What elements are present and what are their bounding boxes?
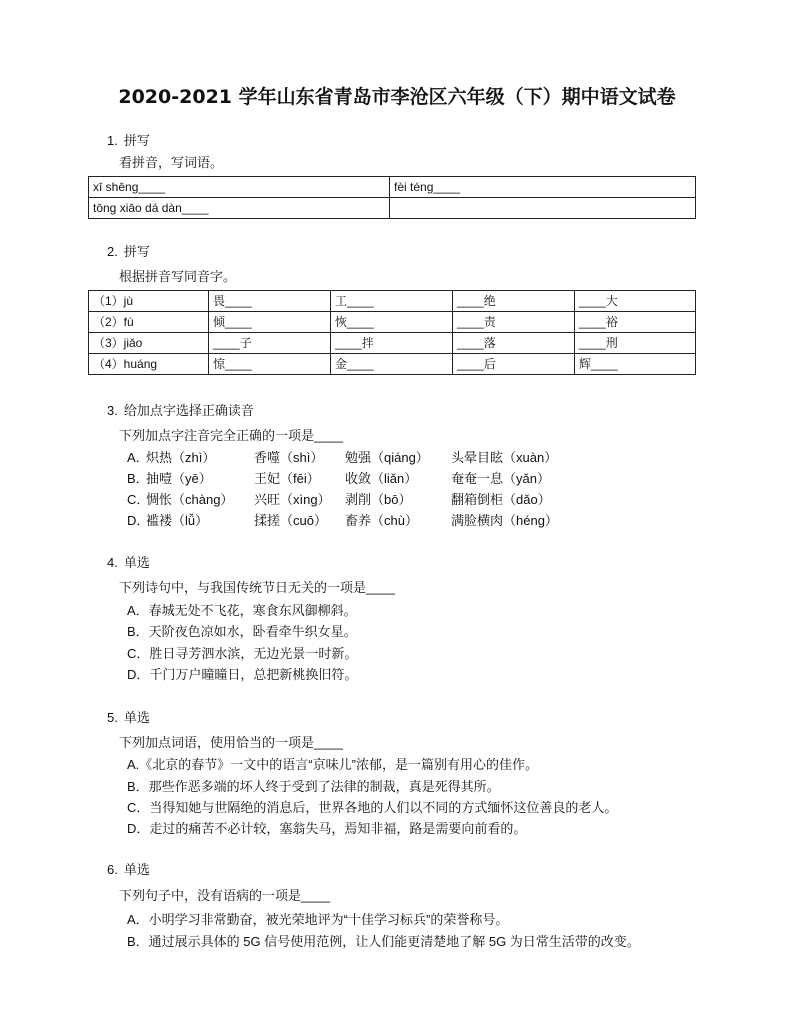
table-cell: ____拌 — [331, 333, 453, 354]
question-5-prompt: 下列加点词语，使用恰当的一项是____ — [119, 735, 343, 750]
question-6-prompt: 下列句子中，没有语病的一项是____ — [119, 888, 330, 903]
question-type: 单选 — [123, 555, 150, 570]
option-d: D．千门万户曈曈日，总把新桃换旧符。 — [127, 667, 358, 682]
option-item: 满脸横肉（héng） — [451, 513, 558, 528]
option-item: 勉强（qiáng） — [345, 450, 429, 465]
question-3-prompt: 下列加点字注音完全正确的一项是____ — [119, 428, 343, 443]
option-item: 惆怅（chàng） — [146, 492, 234, 507]
table-cell: ____裕 — [575, 312, 696, 333]
option-label: A． — [127, 450, 149, 465]
table-cell: xī shēng____ — [89, 177, 390, 198]
table-cell: 畏____ — [209, 291, 331, 312]
table-row — [89, 333, 696, 354]
table-cell: ____刑 — [575, 333, 696, 354]
option-item: 畜养（chù） — [345, 513, 418, 528]
table-row — [89, 354, 696, 375]
option-item: 炽热（zhì） — [146, 450, 216, 465]
option-a: A.《北京的春节》一文中的语言“京味儿”浓郁，是一篇别有用心的佳作。 — [127, 757, 538, 772]
table-row — [89, 291, 696, 312]
question-type: 拼写 — [123, 244, 150, 259]
option-label: D． — [127, 513, 150, 528]
option-d — [127, 512, 647, 530]
question-4-heading — [107, 554, 150, 572]
table-row — [89, 177, 696, 198]
question-number: 2. — [107, 244, 118, 259]
table-cell: ____责 — [453, 312, 575, 333]
option-d: D．走过的痛苦不必计较，塞翁失马，焉知非福，路是需要向前看的。 — [127, 821, 527, 836]
option-item: 香噬（shì） — [254, 450, 324, 465]
question-type: 给加点字选择正确读音 — [123, 403, 254, 418]
question-type: 拼写 — [123, 133, 150, 148]
option-item: 兴旺（xìng） — [254, 492, 331, 507]
table-cell: 工____ — [331, 291, 453, 312]
option-item: 抽噎（yē） — [146, 471, 212, 486]
table-cell: （1）jù — [89, 291, 209, 312]
option-item: 头晕目眩（xuàn） — [451, 450, 558, 465]
question-1-prompt: 看拼音，写词语。 — [119, 155, 224, 170]
question-2-heading — [107, 243, 150, 261]
question-2-prompt: 根据拼音写同音字。 — [119, 269, 237, 284]
question-6-heading — [107, 861, 150, 879]
table-cell: tōng xiāo dá dàn____ — [89, 198, 390, 219]
pinyin-words-table — [88, 176, 696, 219]
option-b — [127, 470, 647, 488]
question-number: 5. — [107, 710, 118, 725]
option-c: C．胜日寻芳泗水滨，无边光景一时新。 — [127, 646, 358, 661]
option-item: 收敛（liǎn） — [345, 471, 418, 486]
table-cell: 惊____ — [209, 354, 331, 375]
table-row — [89, 198, 696, 219]
question-type: 单选 — [123, 862, 150, 877]
table-cell — [390, 198, 696, 219]
option-a: A．春城无处不飞花，寒食东风御柳斜。 — [127, 603, 357, 618]
option-item: 褴褛（lǚ） — [146, 513, 209, 528]
option-a: A．小明学习非常勤奋，被光荣地评为“十佳学习标兵”的荣誉称号。 — [127, 912, 509, 927]
option-b: B．天阶夜色凉如水，卧看牵牛织女星。 — [127, 624, 357, 639]
question-1-heading — [107, 132, 150, 150]
question-3-heading — [107, 402, 254, 420]
exam-title: 2020-2021 学年山东省青岛市李沧区六年级（下）期中语文试卷 — [118, 86, 676, 108]
table-cell: （3）jiǎo — [89, 333, 209, 354]
table-cell: 倾____ — [209, 312, 331, 333]
table-cell: 辉____ — [575, 354, 696, 375]
homophone-table — [88, 290, 696, 375]
table-cell: （4）huáng — [89, 354, 209, 375]
table-cell: ____子 — [209, 333, 331, 354]
question-5-heading — [107, 709, 150, 727]
table-row — [89, 312, 696, 333]
question-number: 4. — [107, 555, 118, 570]
option-item: 揉搓（cuō） — [254, 513, 327, 528]
option-item: 翻箱倒柜（dǎo） — [451, 492, 551, 507]
option-a — [127, 449, 647, 467]
table-cell: ____落 — [453, 333, 575, 354]
option-b: B．通过展示具体的 5G 信号使用范例，让人们能更清楚地了解 5G 为日常生活带的改变。 — [127, 934, 640, 949]
question-4-prompt: 下列诗句中，与我国传统节日无关的一项是____ — [119, 580, 395, 595]
question-number: 3. — [107, 403, 118, 418]
option-b: B．那些作恶多端的坏人终于受到了法律的制裁，真是死得其所。 — [127, 779, 500, 794]
option-c: C．当得知她与世隔绝的消息后，世界各地的人们以不同的方式缅怀这位善良的老人。 — [127, 800, 618, 815]
option-c — [127, 491, 647, 509]
option-item: 剥削（bō） — [345, 492, 412, 507]
option-item: 王妃（fēi） — [254, 471, 320, 486]
table-cell: ____绝 — [453, 291, 575, 312]
question-number: 1. — [107, 133, 118, 148]
table-cell: ____大 — [575, 291, 696, 312]
table-cell: 金____ — [331, 354, 453, 375]
table-cell: ____后 — [453, 354, 575, 375]
table-cell: （2）fù — [89, 312, 209, 333]
question-number: 6. — [107, 862, 118, 877]
option-item: 奄奄一息（yǎn） — [451, 471, 550, 486]
question-type: 单选 — [123, 710, 150, 725]
table-cell: fèi téng____ — [390, 177, 696, 198]
option-label: B． — [127, 471, 149, 486]
option-label: C． — [127, 492, 150, 507]
table-cell: 恢____ — [331, 312, 453, 333]
